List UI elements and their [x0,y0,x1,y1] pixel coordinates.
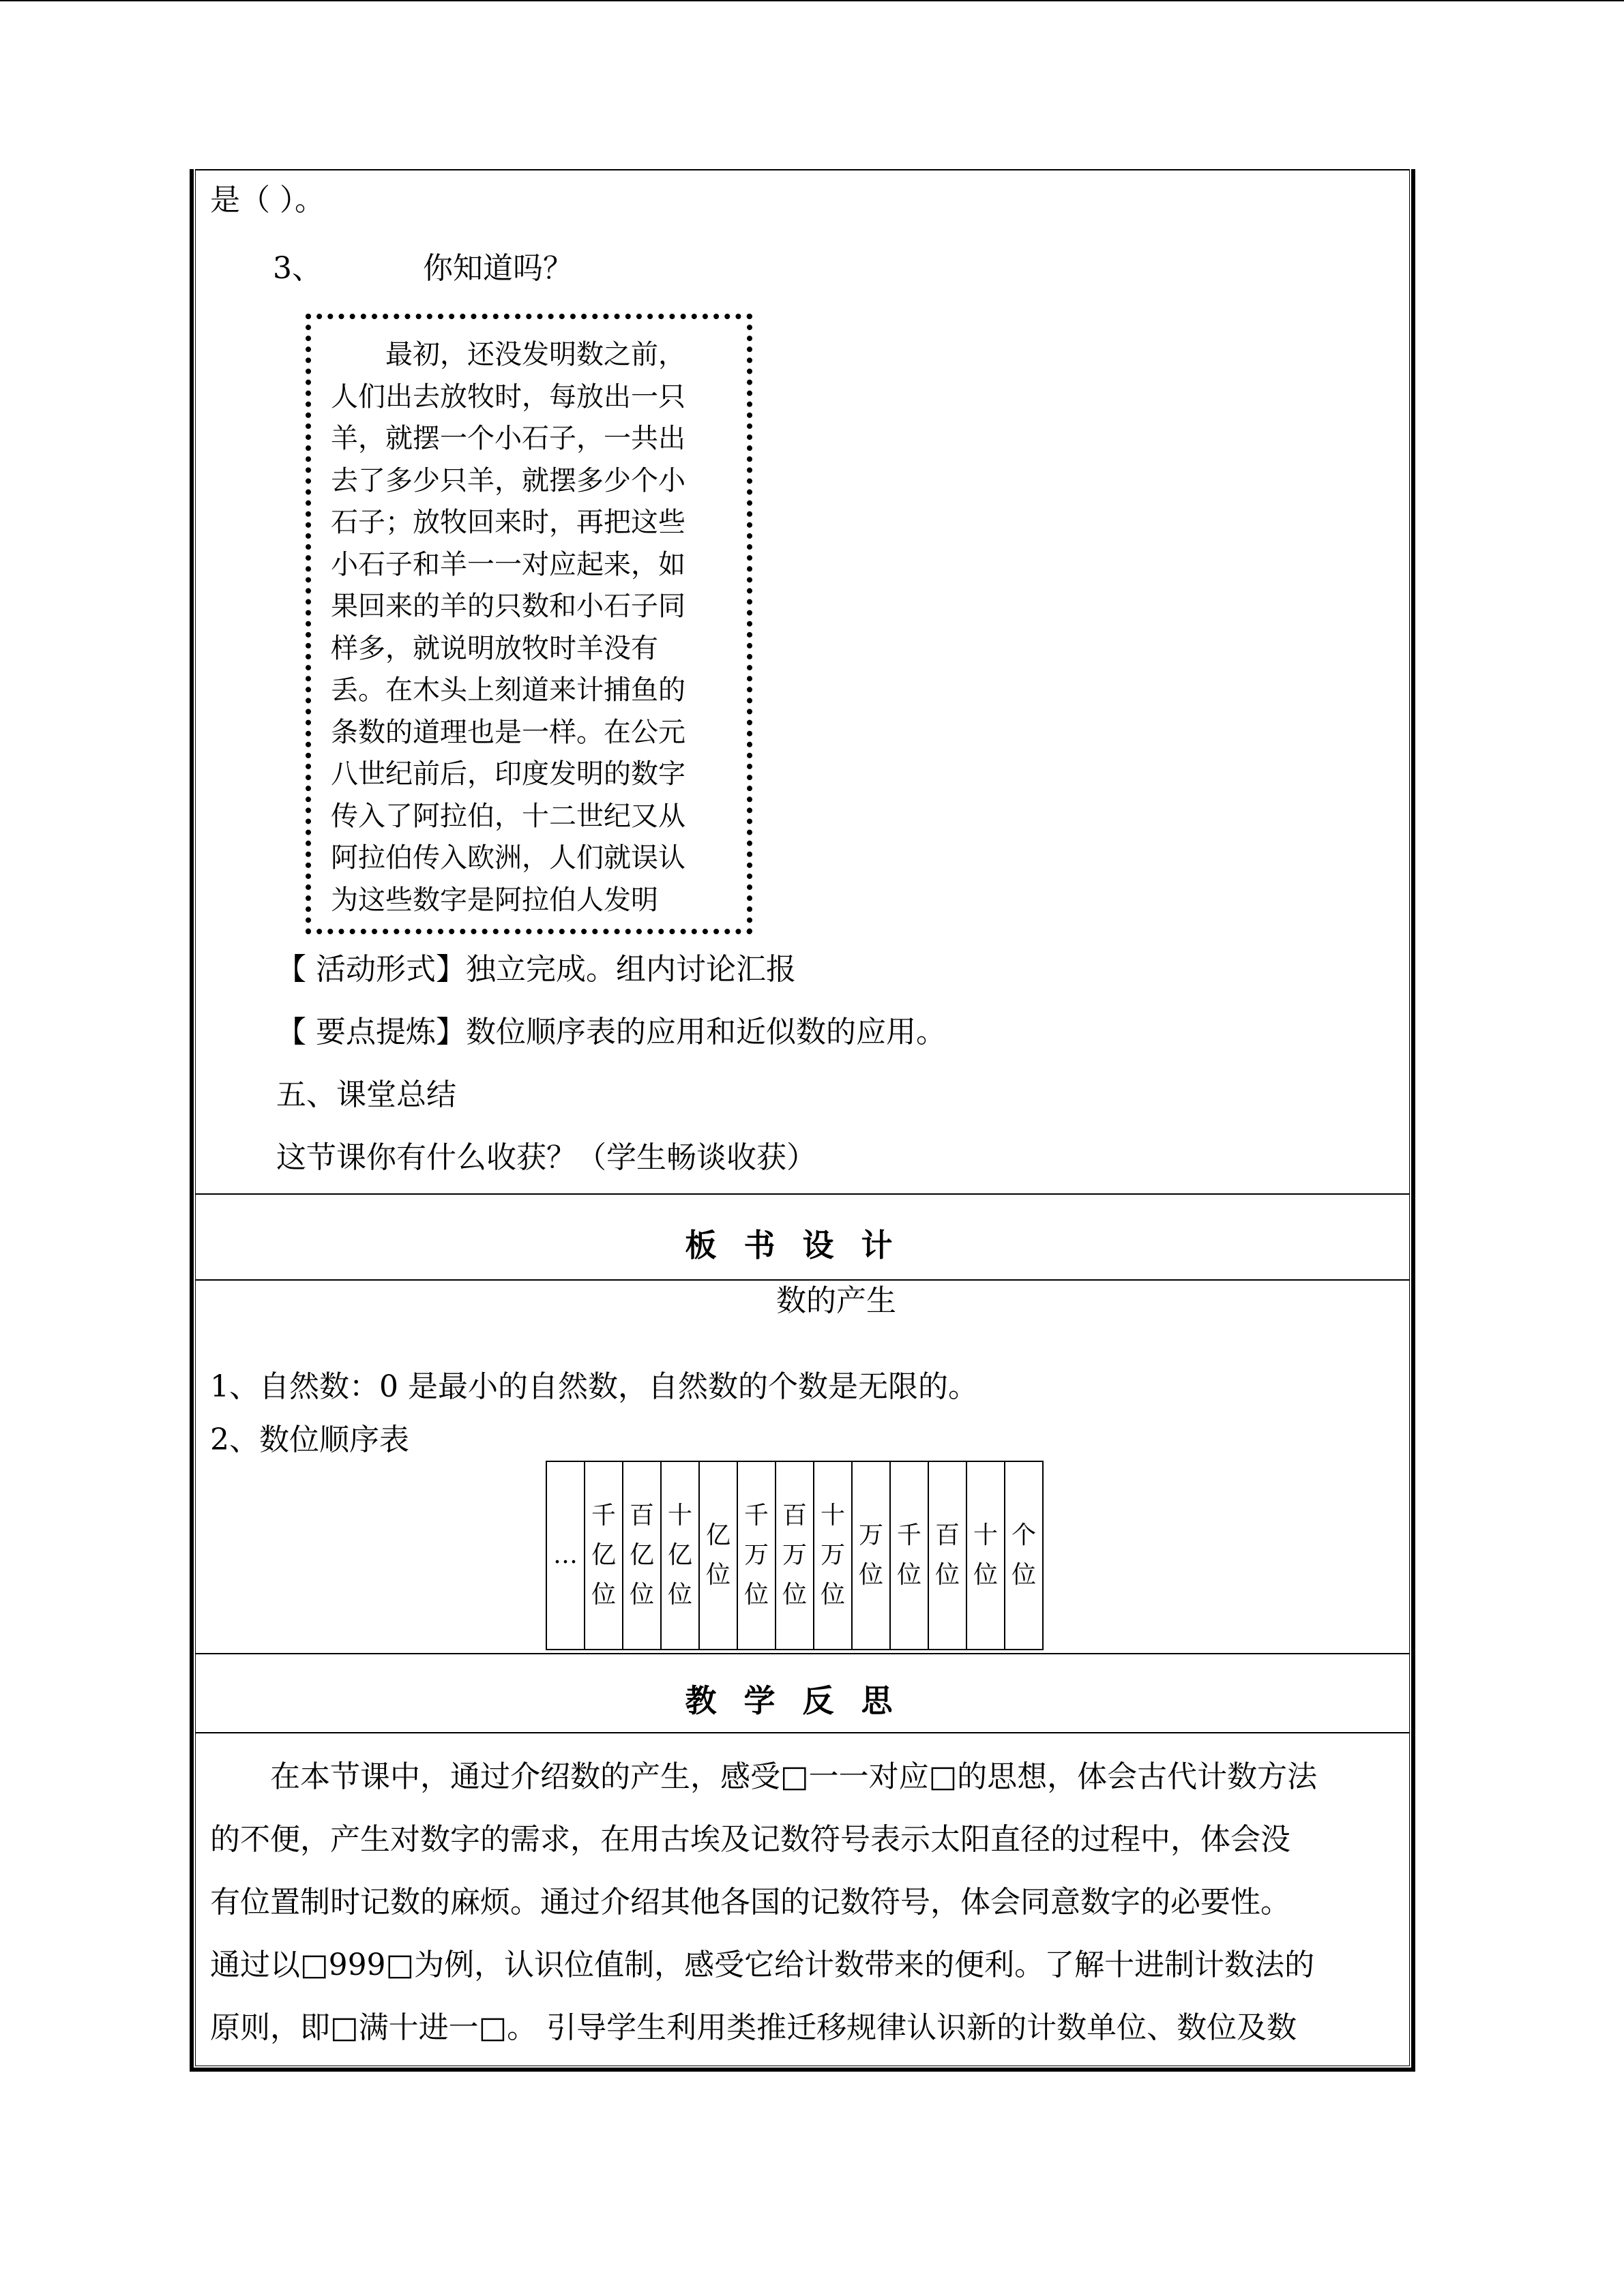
place-cell: 个 位 [1005,1461,1043,1650]
key-points: 【 要点提炼】数位顺序表的应用和近似数的应用。 [276,1015,946,1049]
place-cell: 十 万 位 [814,1461,852,1650]
story-line: 最初，还没发明数之前， [331,339,685,370]
reflection-heading: 教学反思 [685,1682,920,1719]
place-cell: 百 万 位 [776,1461,814,1650]
place-cell: 千 亿 位 [585,1461,623,1650]
divider [195,1732,1410,1733]
place-cell: 千 万 位 [737,1461,776,1650]
reflection-line: 原则，即□满十进一□。 引导学生利用类推迁移规律认识新的计数单位、数位及数 [210,2010,1297,2045]
divider [195,1279,1410,1281]
reflection-line: 的不便，产生对数字的需求，在用古埃及记数符号表示太阳直径的过程中，体会没 [210,1822,1290,1857]
place-cell: 十 位 [966,1461,1005,1650]
story-line: 条数的道理也是一样。在公元 [331,716,685,748]
story-line: 人们出去放牧时，每放出一只 [331,381,685,413]
did-you-know-text [331,334,713,921]
page-top-border [0,0,1624,1]
question-title: 你知道吗？ [423,251,573,286]
story-line: 阿拉伯传入欧洲，人们就误认 [331,842,685,874]
story-line: 传入了阿拉伯，十二世纪又从 [331,800,685,832]
reflection-line: 在本节课中，通过介绍数的产生，感受□一一对应□的思想，体会古代计数方法 [210,1759,1318,1794]
place-value-table [546,1461,1044,1650]
divider [195,1193,1410,1195]
place-cell: 十 亿 位 [661,1461,699,1650]
place-cell: 千 位 [890,1461,928,1650]
story-line: 样多，就说明放牧时羊没有 [331,632,658,664]
reflection-line: 通过以□999□为例，认识位值制，感受它给计数带来的便利。了解十进制计数法的 [210,1948,1315,1982]
continued-text: 是（ ）。 [210,183,325,218]
reflection-text [210,1746,1397,2059]
divider [195,1653,1410,1654]
place-cell: 万 位 [852,1461,890,1650]
story-line: 羊，就摆一个小石子，一共出 [331,423,685,454]
board-item-1: 1、自然数：0 是最小的自然数，自然数的个数是无限的。 [210,1369,978,1404]
board-item-2: 2、数位顺序表 [210,1422,409,1457]
story-line: 小石子和羊一一对应起来，如 [331,548,685,580]
summary-question: 这节课你有什么收获？（学生畅谈收获） [276,1140,816,1175]
table-row [546,1461,1043,1650]
board-heading: 板书设计 [685,1227,920,1264]
place-cell: 百 位 [928,1461,966,1650]
story-line: 石子；放牧回来时，再把这些 [331,507,685,538]
story-line: 丢。在木头上刻道来计捕鱼的 [331,674,685,706]
story-line: 八世纪前后，印度发明的数字 [331,758,685,790]
question-number: 3、 [273,251,322,286]
activity-form: 【 活动形式】独立完成。组内讨论汇报 [276,952,796,987]
story-line: 为这些数字是阿拉伯人发明 [331,884,658,916]
story-line: 去了多少只羊，就摆多少个小 [331,464,685,496]
place-cell: 百 亿 位 [623,1461,661,1650]
board-title: 数的产生 [776,1283,896,1318]
summary-title: 五、课堂总结 [276,1077,456,1112]
reflection-line: 有位置制时记数的麻烦。通过介绍其他各国的记数符号，体会同意数字的必要性。 [210,1885,1290,1920]
place-cell: … [546,1461,585,1650]
story-line: 果回来的羊的只数和小石子同 [331,591,685,622]
place-cell: 亿 位 [699,1461,737,1650]
